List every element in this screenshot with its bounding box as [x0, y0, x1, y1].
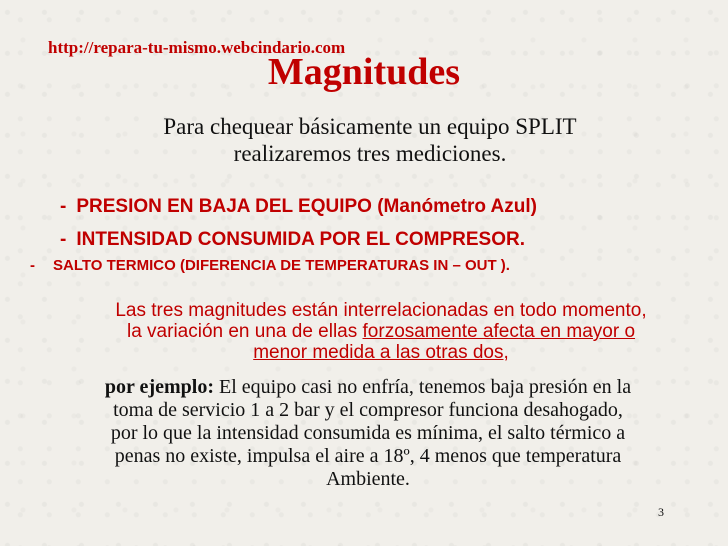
relationship-paragraph: [70, 300, 692, 363]
list-item-text: SALTO TERMICO (DIFERENCIA DE TEMPERATURAS IN – OUT ).: [53, 257, 510, 274]
paragraph-text: ,: [503, 342, 509, 363]
bullet-dash: -: [30, 257, 35, 274]
intro-text: [90, 113, 650, 167]
list-item-intensity: [60, 229, 525, 251]
example-line-3: por lo que la intensidad consumida es mínima, el salto térmico a: [110, 422, 626, 444]
paragraph-line-3: [70, 342, 692, 363]
underlined-text: forzosamente afecta en mayor o: [362, 321, 636, 342]
example-line-1: [36, 376, 700, 399]
underlined-text: menor medida a las otras dos: [253, 342, 504, 363]
source-url: http://repara-tu-mismo.webcindario.com: [48, 38, 346, 57]
intro-line-1: Para chequear básicamente un equipo SPLIT: [163, 114, 577, 139]
example-label: por ejemplo:: [104, 376, 214, 398]
bullet-dash: -: [60, 196, 67, 217]
bullet-dash: -: [60, 229, 67, 250]
paragraph-line-2: [70, 321, 692, 342]
page-number: 3: [658, 505, 664, 519]
example-text: El equipo casi no enfría, tenemos baja presión en la: [213, 376, 632, 398]
intro-line-2: realizaremos tres mediciones.: [233, 141, 507, 166]
list-item-thermal-jump: [30, 257, 510, 274]
list-item-text: INTENSIDAD CONSUMIDA POR EL COMPRESOR.: [76, 229, 525, 250]
example-line-2: toma de servicio 1 a 2 bar y el compresor funciona desahogado,: [113, 399, 623, 421]
list-item-pressure: [60, 196, 537, 218]
example-line-5: Ambiente.: [326, 468, 410, 490]
example-line-4: penas no existe, impulsa el aire a 18º, 4 menos que temperatura: [114, 445, 622, 467]
paragraph-text: la variación en una de ellas: [126, 321, 363, 342]
example-paragraph: [36, 376, 700, 491]
slide-title: Magnitudes: [267, 51, 461, 93]
list-item-text: PRESION EN BAJA DEL EQUIPO (Manómetro Azul): [76, 196, 537, 217]
paragraph-line-1: Las tres magnitudes están interrelacionadas en todo momento,: [115, 300, 647, 321]
